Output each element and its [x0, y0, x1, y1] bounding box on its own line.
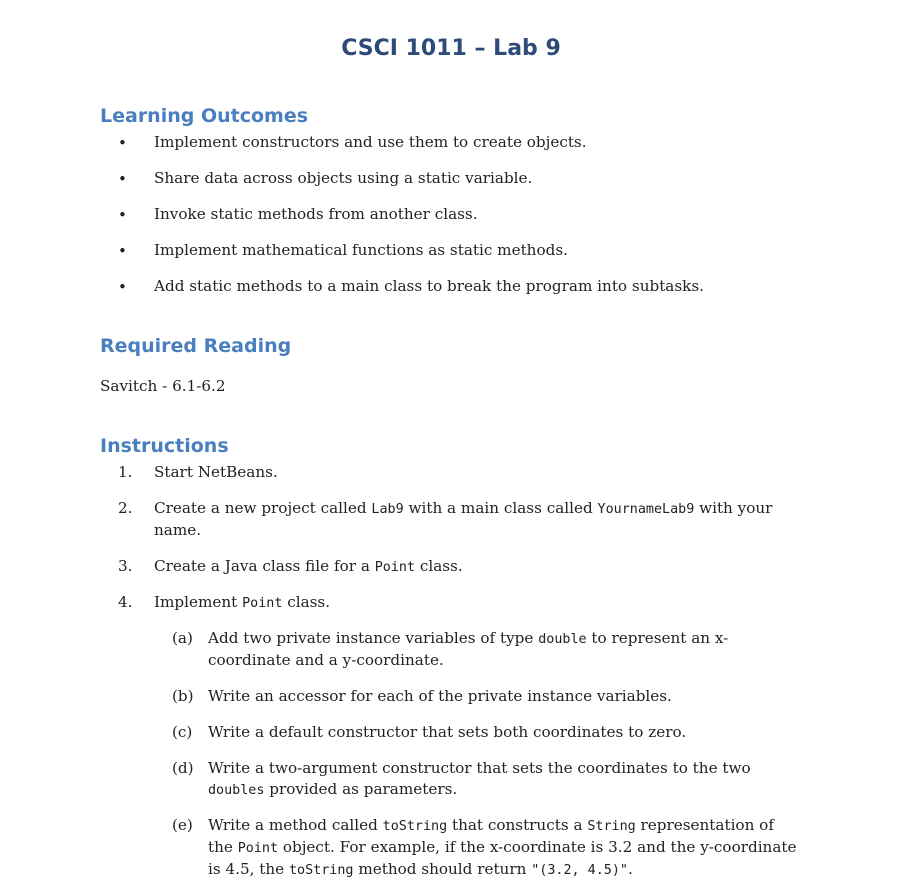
substep-text	[208, 815, 803, 881]
step-number: 1.	[118, 463, 133, 481]
text-run: class.	[415, 557, 463, 575]
list-item-text: Implement mathematical functions as static methods.	[154, 241, 568, 259]
substep-text	[208, 758, 753, 801]
step-number: 2.	[118, 499, 133, 517]
learning-outcomes-heading: Learning Outcomes	[100, 105, 309, 127]
list-item-text: Invoke static methods from another class.	[154, 205, 478, 223]
text-run: .	[627, 860, 633, 878]
list-item-text: Add static methods to a main class to break the program into subtasks.	[154, 277, 704, 295]
bullet: •	[118, 134, 127, 152]
substep-letter: (d)	[172, 759, 194, 777]
bullet: •	[118, 206, 127, 224]
substep-letter: (b)	[172, 687, 194, 705]
code-type: double	[538, 632, 587, 647]
substep-letter: (a)	[172, 629, 193, 647]
bullet: •	[118, 242, 127, 260]
code-class-name: Point	[242, 596, 283, 611]
bullet: •	[118, 278, 127, 296]
step-text	[154, 592, 804, 614]
step-number: 4.	[118, 593, 133, 611]
code-main-class: YournameLab9	[597, 502, 695, 517]
page-title: CSCI 1011 – Lab 9	[341, 36, 561, 61]
text-run: Add two private instance variables of type	[208, 629, 539, 647]
text-run: that constructs a	[447, 816, 588, 834]
step-text	[154, 498, 804, 541]
text-run: with your name.	[154, 499, 773, 539]
instructions-heading: Instructions	[100, 435, 229, 457]
substep-text	[208, 628, 748, 671]
substep-letter: (c)	[172, 723, 193, 741]
text-run: class.	[282, 593, 331, 611]
required-reading-text: Savitch - 6.1-6.2	[100, 377, 226, 395]
code-project-name: Lab9	[371, 502, 404, 517]
code-type: String	[587, 819, 636, 834]
substep-text: Write an accessor for each of the private instance variables.	[208, 687, 672, 705]
list-item-text: Share data across objects using a static variable.	[154, 169, 533, 187]
text-run: to represent an x-coordinate and a y-coordinate.	[208, 629, 729, 669]
text-run: Create a Java class file for a	[154, 557, 375, 575]
text-run: Write a method called	[208, 816, 383, 834]
code-method: toString	[289, 863, 354, 878]
code-return-value: "(3.2, 4.5)"	[531, 863, 628, 878]
text-run: Implement	[154, 593, 243, 611]
substep-letter: (e)	[172, 816, 193, 834]
text-run: object. For example, if the x-coordinate is 3.2 and the y-coordinate is 4.5, the	[208, 838, 797, 878]
step-text	[154, 556, 804, 578]
step-number: 3.	[118, 557, 133, 575]
code-class-name: Point	[237, 841, 279, 856]
substep-text: Write a default constructor that sets both coordinates to zero.	[208, 723, 687, 741]
text-run: provided as parameters.	[264, 780, 458, 798]
code-type: doubles	[208, 783, 265, 798]
list-item-text: Implement constructors and use them to create objects.	[154, 133, 587, 151]
code-class-name: Point	[374, 560, 416, 575]
required-reading-heading: Required Reading	[100, 335, 292, 357]
text-run: Write a two-argument constructor that sets the coordinates to the two	[208, 759, 751, 777]
step-text: Start NetBeans.	[154, 463, 278, 481]
bullet: •	[118, 170, 127, 188]
text-run: with a main class called	[403, 499, 598, 517]
text-run: method should return	[353, 860, 532, 878]
text-run: Create a new project called	[154, 499, 372, 517]
code-method: toString	[382, 819, 448, 834]
text-run: representation of the	[208, 816, 774, 856]
